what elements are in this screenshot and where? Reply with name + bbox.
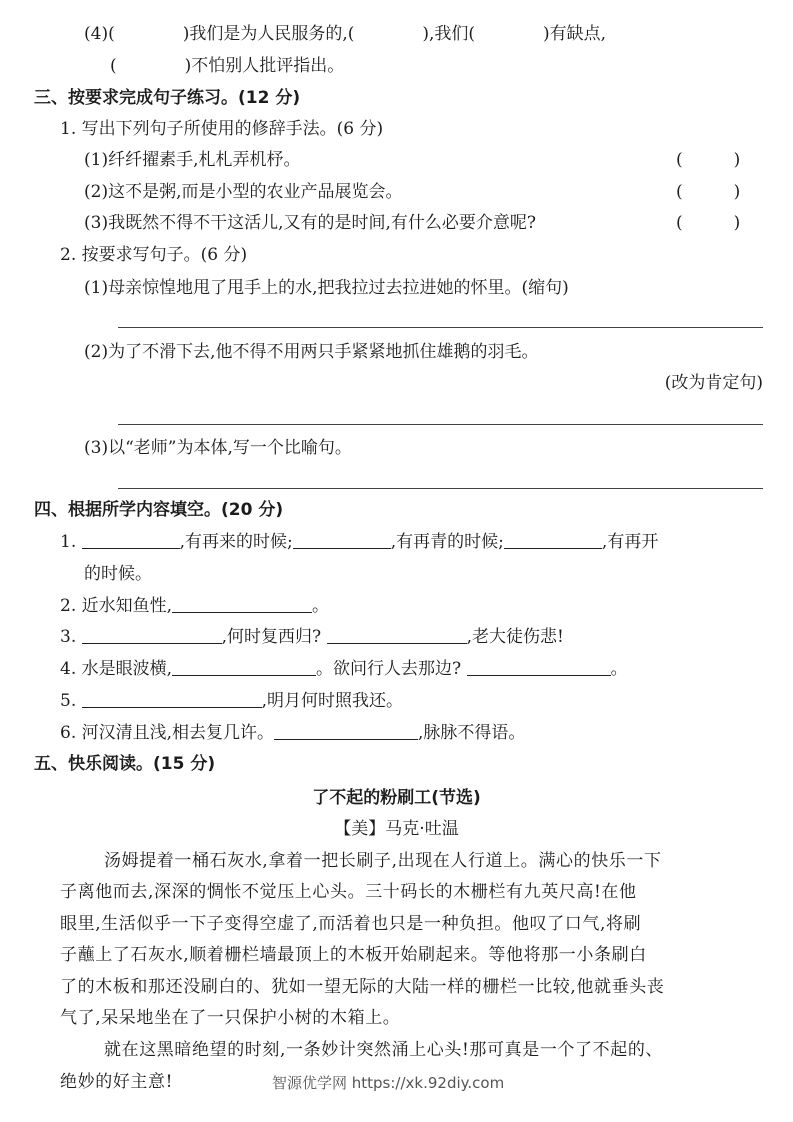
section4-q4-text: 4. 水是眼波横, [60,659,173,679]
section4-q1-line1 [60,530,658,554]
fill-blank[interactable] [82,530,180,549]
answer-bracket-1[interactable]: ( ) [676,150,741,170]
section4-q1-part1: ,有再来的时候; [179,532,293,552]
fill-blank[interactable] [82,625,222,644]
answer-line-1[interactable] [118,327,763,328]
paragraph-line: 了的木板和那还没刷白的、犹如一望无际的大陆一样的栅栏一比较,他就垂头丧 [60,977,665,997]
section4-q6 [60,721,525,745]
article-author: 【美】马克·吐温 [334,819,459,839]
fill-blank[interactable] [504,530,602,549]
fill-blank[interactable] [274,721,418,740]
fill-blank[interactable] [172,657,316,676]
paragraph-line: 就在这黑暗绝望的时刻,一条妙计突然涌上心头!那可真是一个了不起的、 [104,1040,664,1060]
section4-heading: 四、根据所学内容填空。(20 分) [34,500,284,520]
section4-q3-end: ,老大徒伤悲! [466,627,564,647]
fill-blank[interactable] [293,530,391,549]
section3-q2-item-3: (3)以“老师”为本体,写一个比喻句。 [84,438,352,458]
section3-q1-item-1: (1)纤纤擢素手,札札弄机杼。 [84,150,301,170]
paragraph-line: 子离他而去,深深的惆怅不觉压上心头。三十码长的木栅栏有九英尺高!在他 [60,882,637,902]
section4-q2-end: 。 [312,596,330,616]
answer-bracket-3[interactable]: ( ) [676,213,741,233]
section4-q4 [60,657,628,681]
section2-q4-line1: (4)( )我们是为人民服务的,( ),我们( )有缺点, [84,24,607,44]
section3-q1-item-2: (2)这不是粥,而是小型的农业产品展览会。 [84,182,403,202]
article-title: 了不起的粉刷工(节选) [312,788,481,808]
fill-blank[interactable] [172,594,312,613]
section4-q6-text: 6. 河汉清且浅,相去复几许。 [60,723,275,743]
section4-q3-mid: ,何时复西归? [221,627,322,647]
section4-q1-prefix: 1. [60,532,77,552]
fill-blank[interactable] [327,625,467,644]
section2-q4-line2: ( )不怕别人批评指出。 [110,56,345,76]
section4-q3-prefix: 3. [60,627,77,647]
section3-q2-item-2-requirement: (改为肯定句) [664,373,763,393]
section3-q2-item-1: (1)母亲惊惶地甩了甩手上的水,把我拉过去拉进她的怀里。(缩句) [84,278,569,298]
section3-q1-item-3: (3)我既然不得不干这活儿,又有的是时间,有什么必要介意呢? [84,213,537,233]
section3-q2-item-2: (2)为了不滑下去,他不得不用两只手紧紧地抓住雄鹅的羽毛。 [84,342,539,362]
fill-blank[interactable] [467,657,611,676]
answer-line-2[interactable] [118,424,763,425]
answer-line-3[interactable] [118,488,763,489]
section4-q5-end: ,明月何时照我还。 [261,691,404,711]
section4-q2 [60,594,329,618]
paragraph-line: 眼里,生活似乎一下子变得空虚了,而活着也只是一种负担。他叹了口气,将刷 [60,914,642,934]
section4-q4-end: 。 [610,659,628,679]
fill-blank[interactable] [82,689,262,708]
section4-q1-part3: ,有再开 [601,532,659,552]
section4-q4-mid: 。欲问行人去那边? [316,659,462,679]
paragraph-line: 绝妙的好主意! [60,1072,174,1092]
section4-q5 [60,689,403,713]
answer-bracket-2[interactable]: ( ) [676,182,741,202]
section4-q1-part2: ,有再青的时候; [390,532,504,552]
section4-q3 [60,625,564,649]
paragraph-line: 气了,呆呆地坐在了一只保护小树的木箱上。 [60,1008,401,1028]
section4-q1-line2: 的时候。 [84,564,152,584]
section4-q6-end: ,脉脉不得语。 [418,723,526,743]
section5-heading: 五、快乐阅读。(15 分) [34,754,216,774]
section3-q1-title: 1. 写出下列句子所使用的修辞手法。(6 分) [60,119,384,139]
paragraph-line: 子蘸上了石灰水,顺着栅栏墙最顶上的木板开始刷起来。等他将那一小条刷白 [60,945,647,965]
paragraph-line: 汤姆提着一桶石灰水,拿着一把长刷子,出现在人行道上。满心的快乐一下 [104,851,662,871]
section3-q2-title: 2. 按要求写句子。(6 分) [60,245,248,265]
watermark: 智源优学网 https://xk.92diy.com [272,1074,505,1092]
section4-q2-text: 2. 近水知鱼性, [60,596,173,616]
section4-q5-prefix: 5. [60,691,77,711]
section3-heading: 三、按要求完成句子练习。(12 分) [34,88,301,108]
